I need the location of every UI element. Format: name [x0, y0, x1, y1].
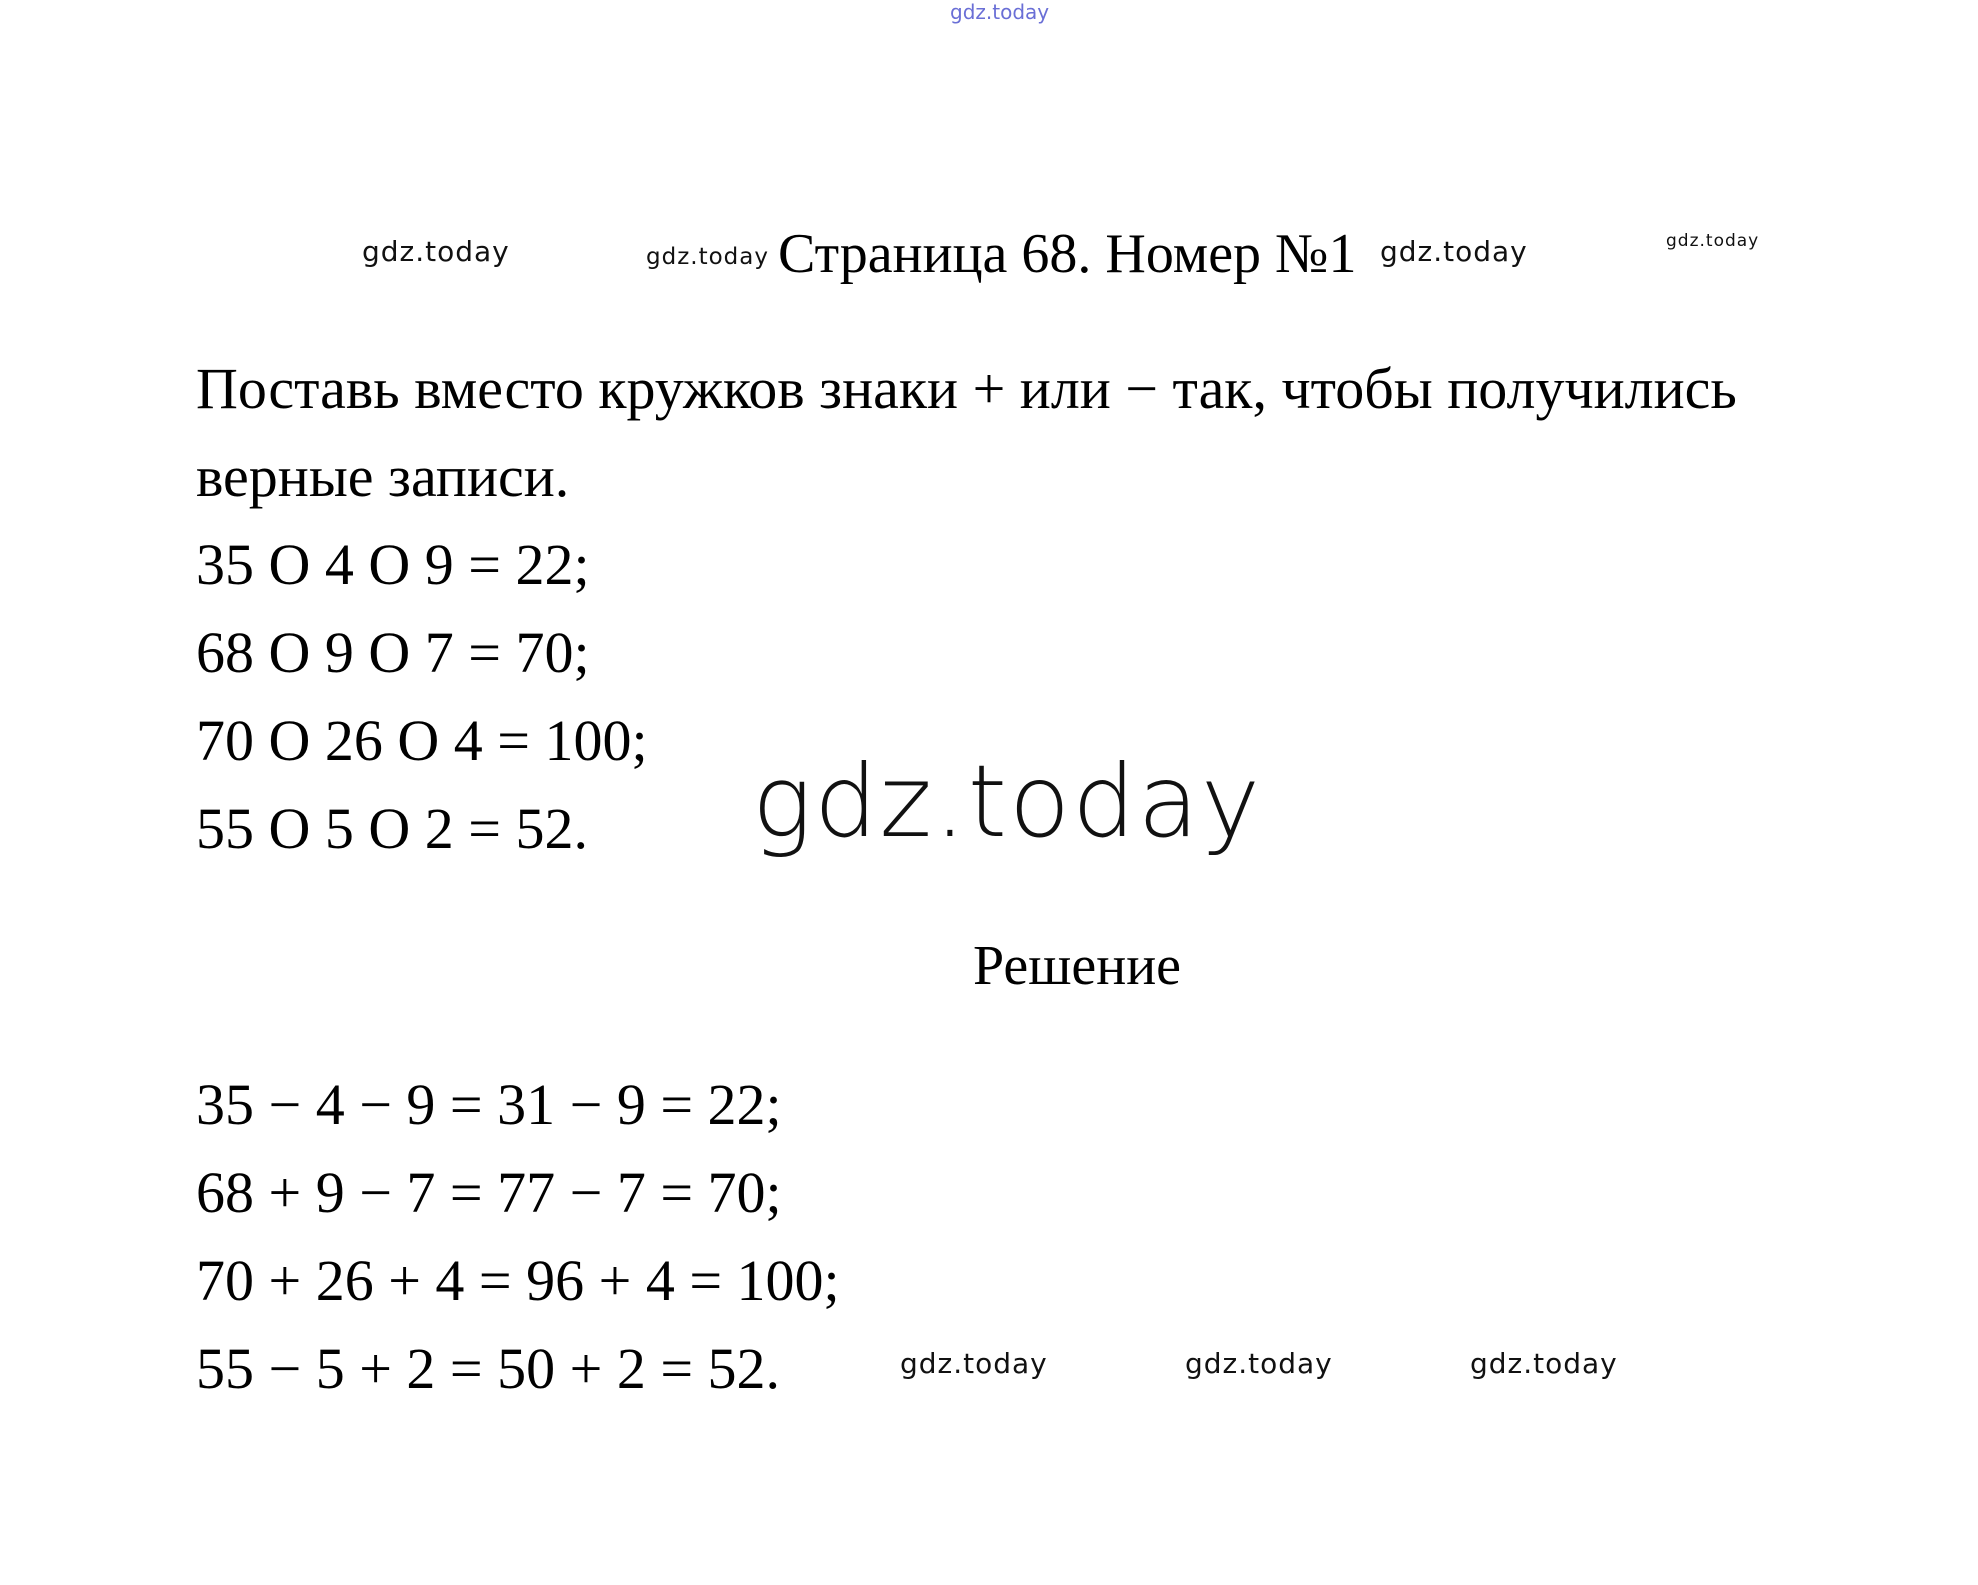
watermark-header-mid: gdz.today: [646, 244, 769, 270]
watermark-bottom-1: gdz.today: [900, 1347, 1048, 1380]
task-expression: 55 О 5 О 2 = 52.: [196, 796, 588, 861]
watermark-header-right: gdz.today: [1380, 235, 1528, 268]
watermark-header-far-right: gdz.today: [1666, 231, 1760, 251]
task-expression: 35 О 4 О 9 = 22;: [196, 532, 590, 597]
watermark-bottom-3: gdz.today: [1470, 1347, 1618, 1380]
watermark-top: gdz.today: [950, 0, 1050, 24]
task-instruction-line-2: верные записи.: [196, 444, 570, 509]
page-title: Страница 68. Номер №1: [778, 223, 1357, 285]
task-expression: 70 О 26 О 4 = 100;: [196, 708, 648, 773]
watermark-center: gdz.today: [752, 743, 1263, 860]
solution-heading: Решение: [973, 935, 1182, 997]
watermark-bottom-2: gdz.today: [1185, 1347, 1333, 1380]
solution-line: 35 − 4 − 9 = 31 − 9 = 22;: [196, 1072, 782, 1137]
solution-line: 70 + 26 + 4 = 96 + 4 = 100;: [196, 1248, 840, 1313]
task-instruction-line-1: Поставь вместо кружков знаки + или − так, чтобы получились: [196, 356, 1737, 421]
solution-line: 68 + 9 − 7 = 77 − 7 = 70;: [196, 1160, 782, 1225]
watermark-header-left: gdz.today: [362, 235, 510, 268]
solution-line: 55 − 5 + 2 = 50 + 2 = 52.: [196, 1336, 781, 1401]
task-expression: 68 О 9 О 7 = 70;: [196, 620, 590, 685]
